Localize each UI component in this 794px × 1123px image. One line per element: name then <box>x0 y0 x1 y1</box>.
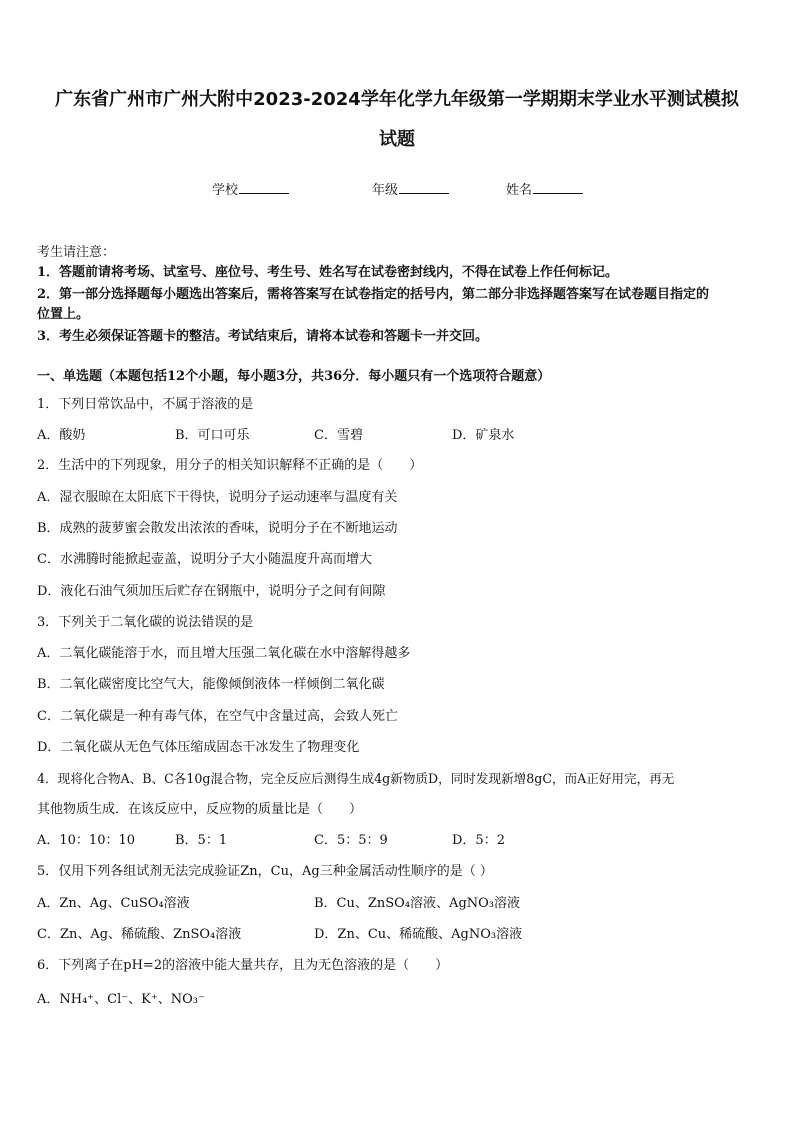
question-3-option-b: B．二氧化碳密度比空气大，能像倾倒液体一样倾倒二氧化碳 <box>37 677 385 692</box>
question-6-option-a: A．NH₄⁺、Cl⁻、K⁺、NO₃⁻ <box>37 992 205 1007</box>
school-label: 学校 <box>212 183 239 198</box>
question-1-option-a: A．酸奶 <box>37 428 86 443</box>
question-2-option-c: C．水沸腾时能掀起壶盖，说明分子大小随温度升高而增大 <box>37 552 372 567</box>
question-4-option-d: D．5：2 <box>452 833 505 848</box>
exam-title-continued: 试题 <box>379 129 415 150</box>
question-1-stem: 1．下列日常饮品中，不属于溶液的是 <box>37 397 254 412</box>
exam-title: 广东省广州市广州大附中2023-2024学年化学九年级第一学期期末学业水平测试模拟 <box>55 89 739 110</box>
question-5-option-b: B．Cu、ZnSO₄溶液、AgNO₃溶液 <box>314 896 521 911</box>
question-1-option-b: B．可口可乐 <box>175 428 250 443</box>
notice-item-2: 2．第一部分选择题每小题选出答案后，需将答案写在试卷指定的括号内，第二部分非选择题答案写在试卷题目指定的 <box>37 287 710 302</box>
notice-item-2-continued: 位置上。 <box>37 307 90 322</box>
question-6-stem: 6．下列离子在pH=2的溶液中能大量共存，且为无色溶液的是（ ） <box>37 958 449 973</box>
question-1-option-c: C．雪碧 <box>314 428 363 443</box>
question-3-option-a: A．二氧化碳能溶于水，而且增大压强二氧化碳在水中溶解得越多 <box>37 646 411 661</box>
question-5-option-c: C．Zn、Ag、稀硫酸、ZnSO₄溶液 <box>37 927 242 942</box>
grade-label: 年级 <box>372 183 399 198</box>
question-4-option-c: C．5：5：9 <box>314 833 388 848</box>
name-label: 姓名 <box>506 183 533 198</box>
notice-item-3: 3．考生必须保证答题卡的整洁。考试结束后，请将本试卷和答题卡一并交回。 <box>37 329 489 344</box>
question-2-option-b: B．成熟的菠萝蜜会散发出浓浓的香味，说明分子在不断地运动 <box>37 521 398 536</box>
student-info-fields <box>0 179 794 201</box>
question-2-stem: 2．生活中的下列现象，用分子的相关知识解释不正确的是（ ） <box>37 458 423 473</box>
question-4-option-a: A．10：10：10 <box>37 833 136 848</box>
grade-field[interactable] <box>372 179 449 198</box>
question-5-option-a: A．Zn、Ag、CuSO₄溶液 <box>37 896 190 911</box>
name-field[interactable] <box>506 179 583 198</box>
question-4-stem-continued: 其他物质生成．在该反应中，反应物的质量比是（ ） <box>37 802 363 817</box>
question-5-stem: 5．仅用下列各组试剂无法完成验证Zn，Cu，Ag三种金属活动性顺序的是（ ） <box>37 864 493 879</box>
question-4-stem: 4．现将化合物A、B、C各10g混合物，完全反应后测得生成4g新物质D，同时发现新增8gC，而A正好用完，再无 <box>37 771 675 786</box>
section-heading: 一、单选题（本题包括12个小题，每小题3分，共36分．每小题只有一个选项符合题意） <box>37 369 551 384</box>
question-2-option-a: A．湿衣服晾在太阳底下干得快，说明分子运动速率与温度有关 <box>37 490 398 505</box>
notice-heading: 考生请注意： <box>37 245 116 260</box>
grade-blank[interactable] <box>399 179 449 194</box>
notice-item-1: 1．答题前请将考场、试室号、座位号、考生号、姓名写在试卷密封线内，不得在试卷上作任何标记。 <box>37 265 619 280</box>
name-blank[interactable] <box>533 179 583 194</box>
school-field[interactable] <box>212 179 289 198</box>
question-3-option-d: D．二氧化碳从无色气体压缩成固态干冰发生了物理变化 <box>37 740 360 755</box>
question-3-option-c: C．二氧化碳是一种有毒气体，在空气中含量过高，会致人死亡 <box>37 709 398 724</box>
question-4-option-b: B．5：1 <box>175 833 228 848</box>
question-1-option-d: D．矿泉水 <box>452 428 515 443</box>
question-3-stem: 3．下列关于二氧化碳的说法错误的是 <box>37 615 254 630</box>
school-blank[interactable] <box>239 179 289 194</box>
question-2-option-d: D．液化石油气须加压后贮存在钢瓶中，说明分子之间有间隙 <box>37 584 386 599</box>
question-5-option-d: D．Zn、Cu、稀硫酸、AgNO₃溶液 <box>314 927 523 942</box>
